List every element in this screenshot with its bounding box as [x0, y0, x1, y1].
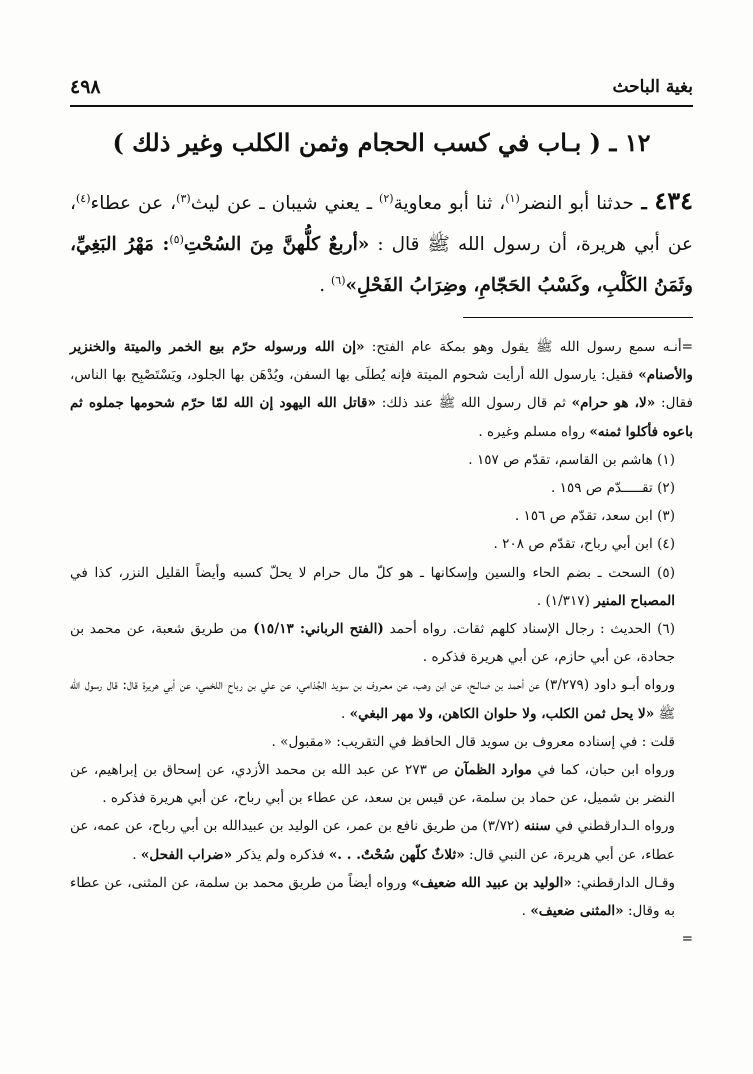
hadith-dash: ـ	[633, 193, 655, 214]
footnote-text: ص ٢٧٣ عن عبد الله بن محمد الأزدي، عن إسحاق بن إبراهيم، عن النضر بن شميل، عن حماد بن سلمة، عن قيس بن سعد، عن عطاء بن أبي رباح، عن أبي هريرة فذكره .	[70, 762, 675, 807]
footnote-ref: (٤)	[75, 191, 91, 205]
isnad-part: ، عن عطاء	[90, 193, 177, 214]
footnote-text: (٣/٧٢) من طريق نافع بن عمر، عن الوليد بن عبيدالله بن أبي رباح، عن عمه، عن عطاء، عن أبي هريرة، عن النبي قال:	[70, 818, 675, 863]
footnote-text: =أنـه سمع رسول الله ﷺ يقول وهو بمكة عام الفتح:	[364, 339, 693, 355]
header-rule	[70, 105, 693, 107]
footnote-text: وقـال الدارقطني:	[571, 874, 676, 891]
book-title: المصباح المنير	[594, 592, 675, 609]
footnote-text: من طريق شعبة، عن محمد بن جحادة، عن أبي حازم، عن أبي هريرة فذكره .	[70, 621, 675, 666]
footnote-text: ورواه أيضاً من طريق محمد بن سلمة، عن المثنى، عن عطاء به وقال:	[70, 874, 675, 920]
footnote-quote: «لا يحل ثمن الكلب، ولا حلوان الكاهن، ولا مهر البغي»	[349, 705, 655, 722]
footnote-ref: (٣)	[176, 191, 191, 205]
footnote-3: (٣) ابن سعد، تقدّم ص ١٥٦ .	[514, 508, 675, 525]
footnote-quote: «الوليد بن عبيد الله ضعيف»	[411, 874, 572, 891]
footnote-text: ورواه ابن حبان، كما في	[531, 762, 675, 779]
footnote-text: .	[341, 705, 350, 722]
footnote-continuation	[70, 333, 693, 446]
footnote-ref: (٢)	[379, 191, 394, 205]
footnote-paragraph: قلت : في إسناده معروف بن سويد قال الحافظ في التقريب: «مقبول» .	[271, 733, 675, 750]
book-title: (الفتح الرباني: ١٥/١٣)	[253, 621, 384, 638]
running-title: بغية الباحث	[612, 77, 693, 97]
footnote-ref: (٥)	[169, 232, 184, 246]
footnote-text: ثم قال رسول الله ﷺ عند ذلك:	[375, 395, 572, 412]
isnad-part: ، عن أبي هريرة، أن رسول الله ﷺ قال :	[70, 193, 693, 255]
hadith-text	[70, 180, 693, 306]
footnote-text: ورواه أبـو داود (٣/٢٧٩) عن أحمد بن صالـح، عن ابن وهب، عن معـروف بن سويد الجُذامي، عن علي بن رباح اللخمي، عن أبي هريرة قال: قال رسول الله ﷺ	[70, 677, 676, 722]
footnote-1: (١) هاشم بن القاسم، تقدّم ص ١٥٧ .	[468, 451, 675, 468]
isnad-part: حدثنا أبو النضر	[519, 193, 634, 214]
footnote-text: (٦) الحديث : رجال الإسناد كلهم ثقات. رواه أحمد	[383, 621, 676, 638]
footnote-text: فذكره ولم يذكر	[232, 846, 329, 863]
footnote-quote: «لا، هو حرام»	[571, 395, 656, 412]
footnote-text: (٥) السحت ـ بضم الحاء والسين وإسكانها ـ هو كلّ مال حرام لا يحلّ كسبه وأيضاً القليل النزر، كذا في	[70, 564, 675, 581]
book-title: سننه	[523, 818, 551, 835]
page-number: ٤٩٨	[70, 76, 101, 98]
footnote-ref: (٦)	[330, 273, 346, 287]
footnote-text: .	[132, 846, 141, 863]
matn-text: : مَهْرُ البَغِيِّ، وثَمَنُ الكَلْبِ، وكَسْبُ الحَجّامِ، وضِرَابُ الفَحْلِ»	[70, 234, 693, 296]
matn-text: «أربعٌ كلُّهنَّ مِنَ السُحْتِ	[183, 234, 370, 255]
footnote-paragraph	[70, 671, 693, 727]
footnote-quote: «إن الله ورسوله حرّم بيع الخمر والميتة والخنزير والأصنام»	[70, 339, 693, 384]
footnote-paragraph	[70, 756, 693, 812]
isnad-part: ـ يعني شيبان ـ عن ليث	[190, 193, 380, 214]
footnote-quote: «المثنى ضعيف»	[530, 903, 624, 920]
footnote-5	[70, 559, 693, 615]
footnote-quote: «ضراب الفحل»	[140, 846, 233, 863]
footnote-text: .	[521, 903, 531, 920]
isnad-part: ، ثنا أبو معاوية	[393, 193, 506, 214]
footnote-text: ورواه الـدارقطني في	[550, 818, 675, 835]
footnote-paragraph	[70, 812, 693, 868]
page-header	[70, 74, 693, 100]
footnote-4: (٤) ابن أبي رباح، تقدّم ص ٢٠٨ .	[493, 536, 675, 553]
footnote-6	[70, 615, 693, 671]
footnote-separator	[463, 317, 693, 318]
hadith-end: .	[319, 275, 331, 296]
footnote-2: (٢) تقـــــدّم ص ١٥٩ .	[550, 480, 675, 497]
footnote-text: فقيل: يارسول الله أرأيت شحوم الميتة فإنه يُطلَى بها السفن، ويُدْهَن بها الجلود، ويَسْتَصْبِح بها الناس، فقال:	[70, 367, 694, 412]
footnote-paragraph	[70, 869, 693, 925]
chapter-title: ١٢ ـ ( بـاب في كسب الحجام وثمن الكلب وغير ذلك )	[112, 128, 651, 157]
continues-mark: =	[681, 931, 693, 948]
footnote-ref: (١)	[505, 191, 520, 205]
hadith-number: ٤٣٤	[654, 186, 693, 215]
footnotes	[70, 333, 693, 953]
footnote-text: (١/٣١٧) .	[536, 592, 595, 609]
footnote-quote: «ثلاثٌ كلّهن سُحْتٌ. . .»	[328, 846, 465, 863]
footnote-quote: «قاتل الله اليهود إن الله لمّا حرّم شحومها جملوه ثم باعوه فأكلوا ثمنه»	[70, 395, 693, 440]
book-title: موارد الظمآن	[454, 762, 532, 779]
footnote-text: رواه مسلم وغيره .	[478, 423, 590, 440]
